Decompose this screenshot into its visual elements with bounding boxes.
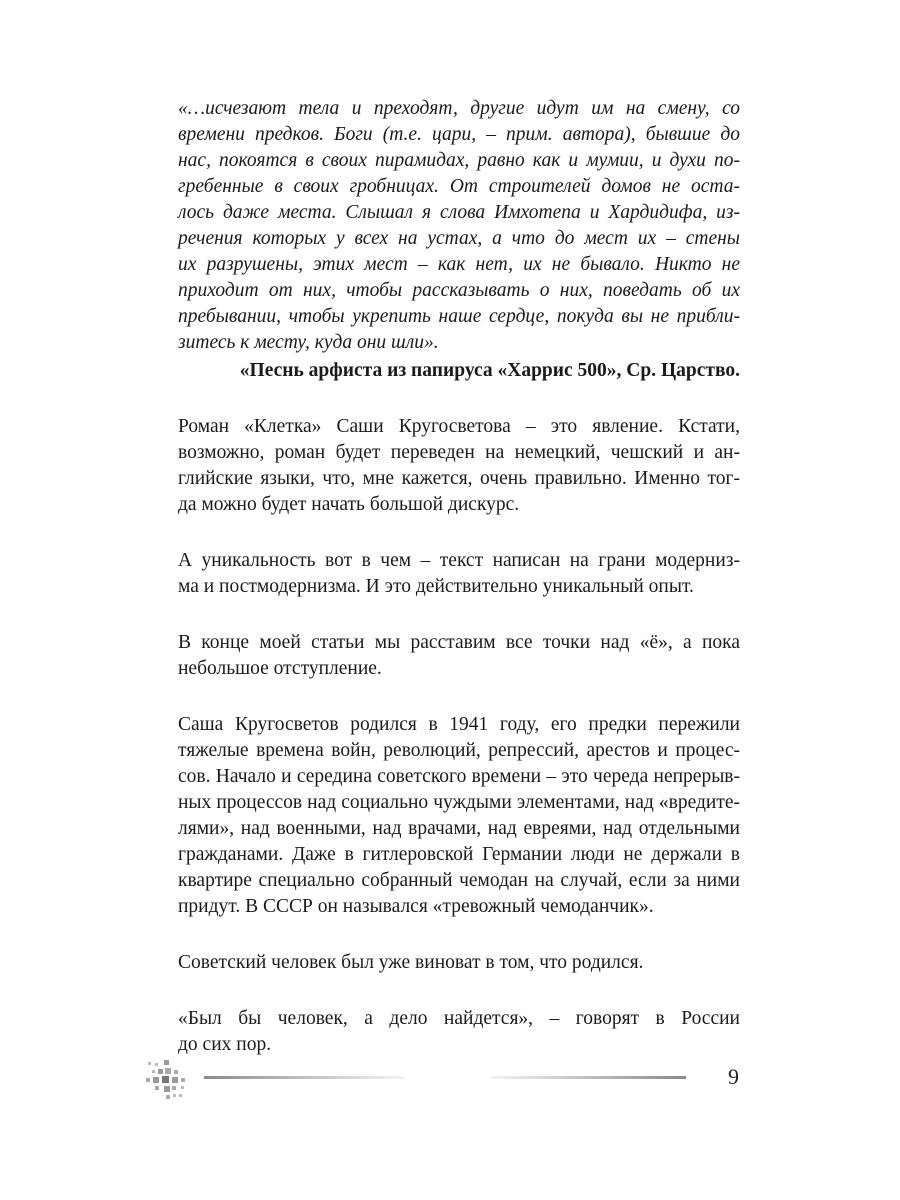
text-line: тяжелые времена войн, революций, репрессий, арестов и процес- [178, 740, 740, 761]
text-line: ных процессов над социально чуждыми элементами, над «вредите- [178, 792, 740, 813]
text-line: ма и постмодернизма. И это действительно уникальный опыт. [178, 576, 694, 597]
text-line: В конце моей статьи мы расставим все точки над «ё», а пока [178, 632, 740, 653]
text-line: гражданами. Даже в гитлеровской Германии люди не держали в [178, 844, 740, 865]
text-line: квартире специально собранный чемодан на случай, если за ними [178, 870, 740, 891]
paragraph [178, 1006, 740, 1058]
text-line: Роман «Клетка» Саши Кругосветова – это явление. Кстати, [178, 416, 740, 437]
decorative-dots-icon [146, 1058, 192, 1104]
footer-rule-left [204, 1076, 404, 1079]
text-line: придут. В СССР он назывался «тревожный чемоданчик». [178, 896, 654, 917]
text-line: лями», над военными, над врачами, над евреями, над отдельными [178, 818, 740, 839]
text-line: да можно будет начать большой дискурс. [178, 494, 520, 515]
page-footer [0, 1058, 900, 1098]
quote-line: речения которых у всех на устах, а что до мест их – стены [178, 228, 740, 249]
quote-line: зитесь к месту, куда они шли». [178, 332, 439, 353]
text-line: А уникальность вот в чем – текст написан на грани модерниз- [178, 550, 740, 571]
epigraph-quote [178, 96, 740, 356]
paragraph [178, 712, 740, 920]
text-line: «Был бы человек, а дело найдется», – говорят в России [178, 1008, 740, 1029]
quote-line: их разрушены, этих мест – как нет, их не бывало. Никто не [178, 254, 740, 275]
text-line: небольшое отступление. [178, 658, 382, 679]
paragraph [178, 950, 740, 976]
quote-line: приходит от них, чтобы рассказывать о них, поведать об их [178, 280, 740, 301]
page-number: 9 [728, 1064, 739, 1089]
text-line: сов. Начало и середина советского времени – это череда непрерыв- [178, 766, 740, 787]
text-line: Саша Кругосветов родился в 1941 году, его предки пережили [178, 714, 740, 735]
paragraph [178, 548, 740, 600]
paragraph [178, 414, 740, 518]
text-line: глийские языки, что, мне кажется, очень правильно. Именно тог- [178, 468, 740, 489]
text-line: до сих пор. [178, 1034, 272, 1055]
quote-line: времени предков. Боги (т.е. цари, – прим. автора), бывшие до [178, 124, 740, 145]
quote-attribution: «Песнь арфиста из папируса «Харрис 500», Ср. Царство. [239, 360, 740, 381]
page-body [178, 96, 740, 1058]
text-line: возможно, роман будет переведен на немецкий, чешский и ан- [178, 442, 740, 463]
footer-rule-right [490, 1076, 686, 1079]
quote-line: пребывании, чтобы укрепить наше сердце, покуда вы не прибли- [178, 306, 740, 327]
quote-line: лось даже места. Слышал я слова Имхотепа и Хардидифа, из- [178, 202, 740, 223]
quote-line: нас, покоятся в своих пирамидах, равно как и мумии, и духи по- [178, 150, 740, 171]
text-line: Советский человек был уже виноват в том, что родился. [178, 952, 644, 973]
quote-line: «…исчезают тела и преходят, другие идут им на смену, со [178, 98, 740, 119]
quote-line: гребенные в своих гробницах. От строителей домов не оста- [178, 176, 740, 197]
paragraph [178, 630, 740, 682]
